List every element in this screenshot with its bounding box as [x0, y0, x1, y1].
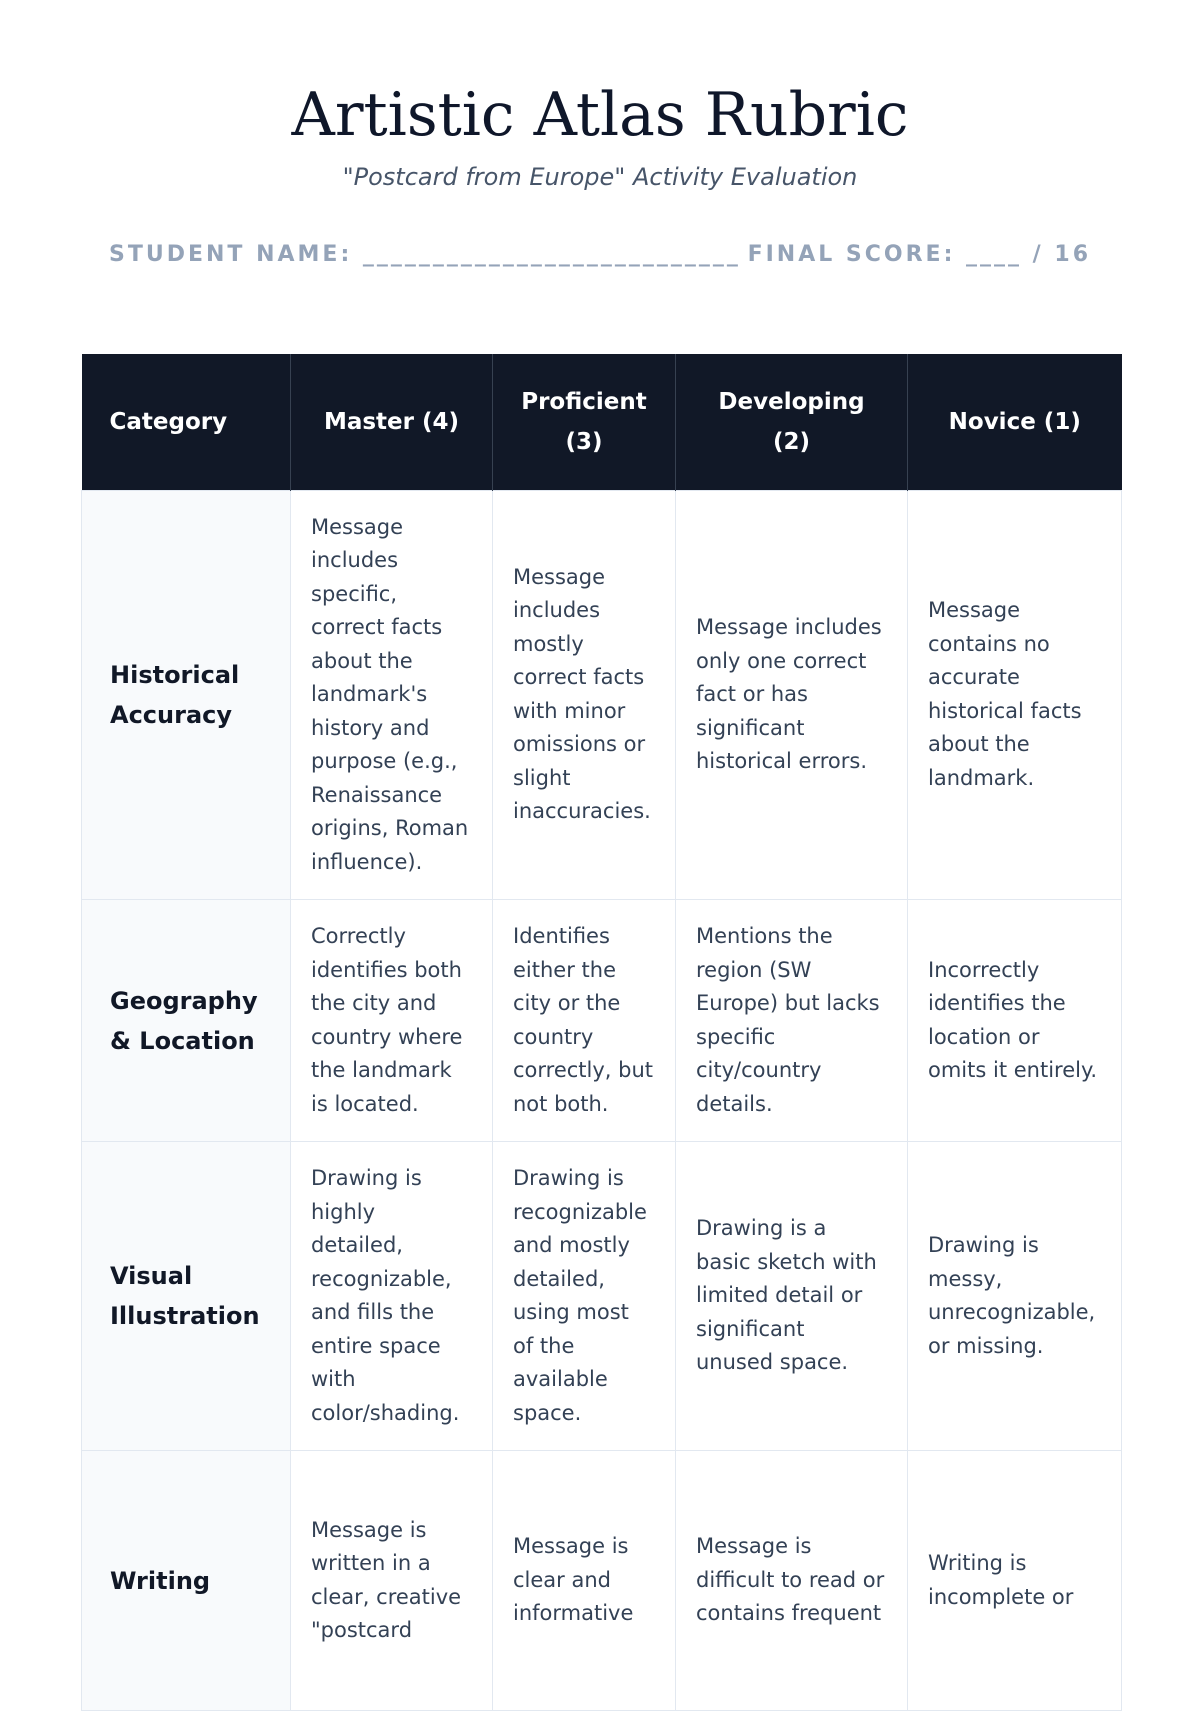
final-score-field: FINAL SCORE: ____ / 16 [747, 242, 1091, 267]
proficient-cell: Message is clear and informative [493, 1451, 676, 1711]
novice-cell: Drawing is messy, unrecognizable, or missing. [908, 1142, 1122, 1451]
developing-cell: Message includes only one correct fact or has significant historical errors. [676, 490, 908, 900]
rubric-header [82, 354, 1122, 490]
header-category: Category [82, 354, 291, 490]
student-name-field: STUDENT NAME: ___________________________ [109, 242, 741, 267]
developing-cell: Drawing is a basic sketch with limited detail or significant unused space. [676, 1142, 908, 1451]
developing-cell: Mentions the region (SW Europe) but lacks specific city/country details. [676, 900, 908, 1142]
page-subtitle: "Postcard from Europe" Activity Evaluation [342, 163, 858, 191]
category-cell: Geography & Location [82, 900, 291, 1142]
proficient-cell: Drawing is recognizable and mostly detailed, using most of the available space. [493, 1142, 676, 1451]
table-row [82, 490, 1122, 900]
header-developing: Developing (2) [676, 354, 908, 490]
novice-cell: Message contains no accurate historical facts about the landmark. [908, 490, 1122, 900]
table-row [82, 1451, 1122, 1711]
master-cell: Message is written in a clear, creative "postcard [291, 1451, 493, 1711]
novice-cell: Incorrectly identifies the location or omits it entirely. [908, 900, 1122, 1142]
category-cell: Visual Illustration [82, 1142, 291, 1451]
master-cell: Message includes specific, correct facts about the landmark's history and purpose (e.g., Renaissance origins, Roman influence). [291, 490, 493, 900]
category-cell: Historical Accuracy [82, 490, 291, 900]
novice-cell: Writing is incomplete or [908, 1451, 1122, 1711]
developing-cell: Message is difficult to read or contains frequent [676, 1451, 908, 1711]
page-title: Artistic Atlas Rubric [291, 80, 909, 150]
table-row [82, 900, 1122, 1142]
category-cell: Writing [82, 1451, 291, 1711]
master-cell: Drawing is highly detailed, recognizable, and fills the entire space with color/shading. [291, 1142, 493, 1451]
header-novice: Novice (1) [908, 354, 1122, 490]
header-proficient: Proficient (3) [493, 354, 676, 490]
header-master: Master (4) [291, 354, 493, 490]
rubric-table [81, 354, 1122, 1711]
master-cell: Correctly identifies both the city and country where the landmark is located. [291, 900, 493, 1142]
proficient-cell: Message includes mostly correct facts with minor omissions or slight inaccuracies. [493, 490, 676, 900]
table-row [82, 1142, 1122, 1451]
proficient-cell: Identifies either the city or the country correctly, but not both. [493, 900, 676, 1142]
